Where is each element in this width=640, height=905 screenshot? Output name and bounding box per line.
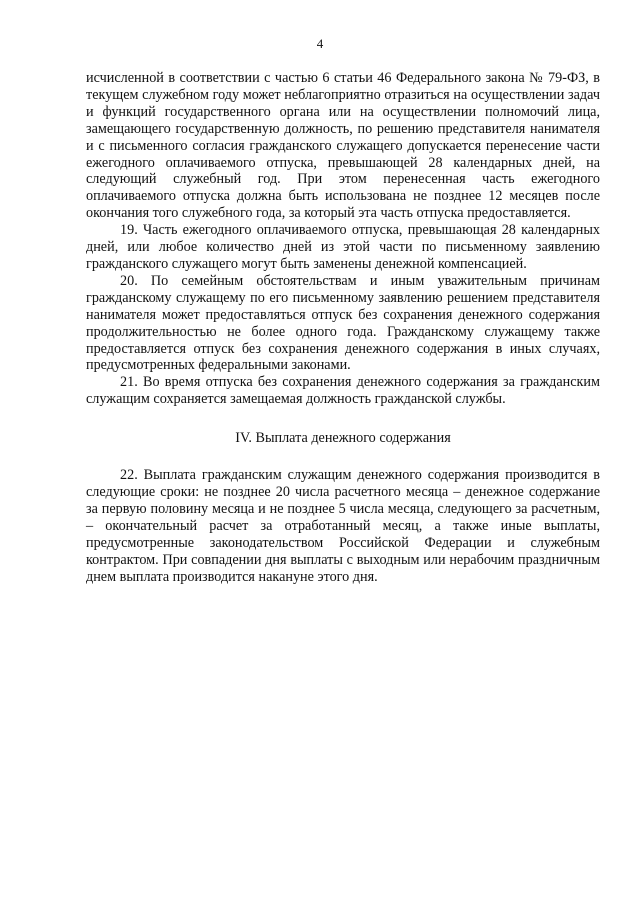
paragraph-19: 19. Часть ежегодного оплачиваемого отпуска, превышающая 28 календарных дней, или любое количество дней из этой части по письменному заявлению гражданского служащего могут быть заменены денежной компенсацией.: [86, 222, 600, 272]
section-heading: IV. Выплата денежного содержания: [235, 430, 451, 447]
paragraph-21: 21. Во время отпуска без сохранения денежного содержания за гражданским служащим сохраняется замещаемая должность гражданской службы.: [86, 374, 600, 408]
paragraph-22: 22. Выплата гражданским служащим денежного содержания производится в следующие сроки: не позднее 20 числа расчетного месяца – денежное содержание за первую половину месяца и не позднее 5 числа месяца, следующего за расчетным, – окончательный расчет за отработанный месяц, а также иные выплаты, предусмотренные законодательством Российской Федерации и служебным контрактом. При совпадении дня выплаты с выходным или нерабочим праздничным днем выплата производится накануне этого дня.: [86, 467, 600, 585]
page-number: 4: [316, 36, 324, 51]
document-body: [86, 70, 600, 585]
paragraph-continued: исчисленной в соответствии с частью 6 статьи 46 Федерального закона № 79-ФЗ, в текущем служебном году может неблагоприятно отразиться на осуществлении задач и функций государственного органа или на осуществлении полномочий лица, замещающего государственную должность, по решению представителя нанимателя и с письменного согласия гражданского служащего допускается перенесение части ежегодного оплачиваемого отпуска, превышающей 28 календарных дней, на следующий служебный год. При этом перенесенная часть ежегодного оплачиваемого отпуска должна быть использована не позднее 12 месяцев после окончания того служебного года, за который эта часть отпуска предоставляется.: [86, 70, 600, 222]
paragraph-20: 20. По семейным обстоятельствам и иным уважительным причинам гражданскому служащему по его письменному заявлению решением представителя нанимателя может предоставляться отпуск без сохранения денежного содержания продолжительностью не более одного года. Гражданскому служащему также предоставляется отпуск без сохранения денежного содержания в иных случаях, предусмотренных федеральными законами.: [86, 272, 600, 374]
